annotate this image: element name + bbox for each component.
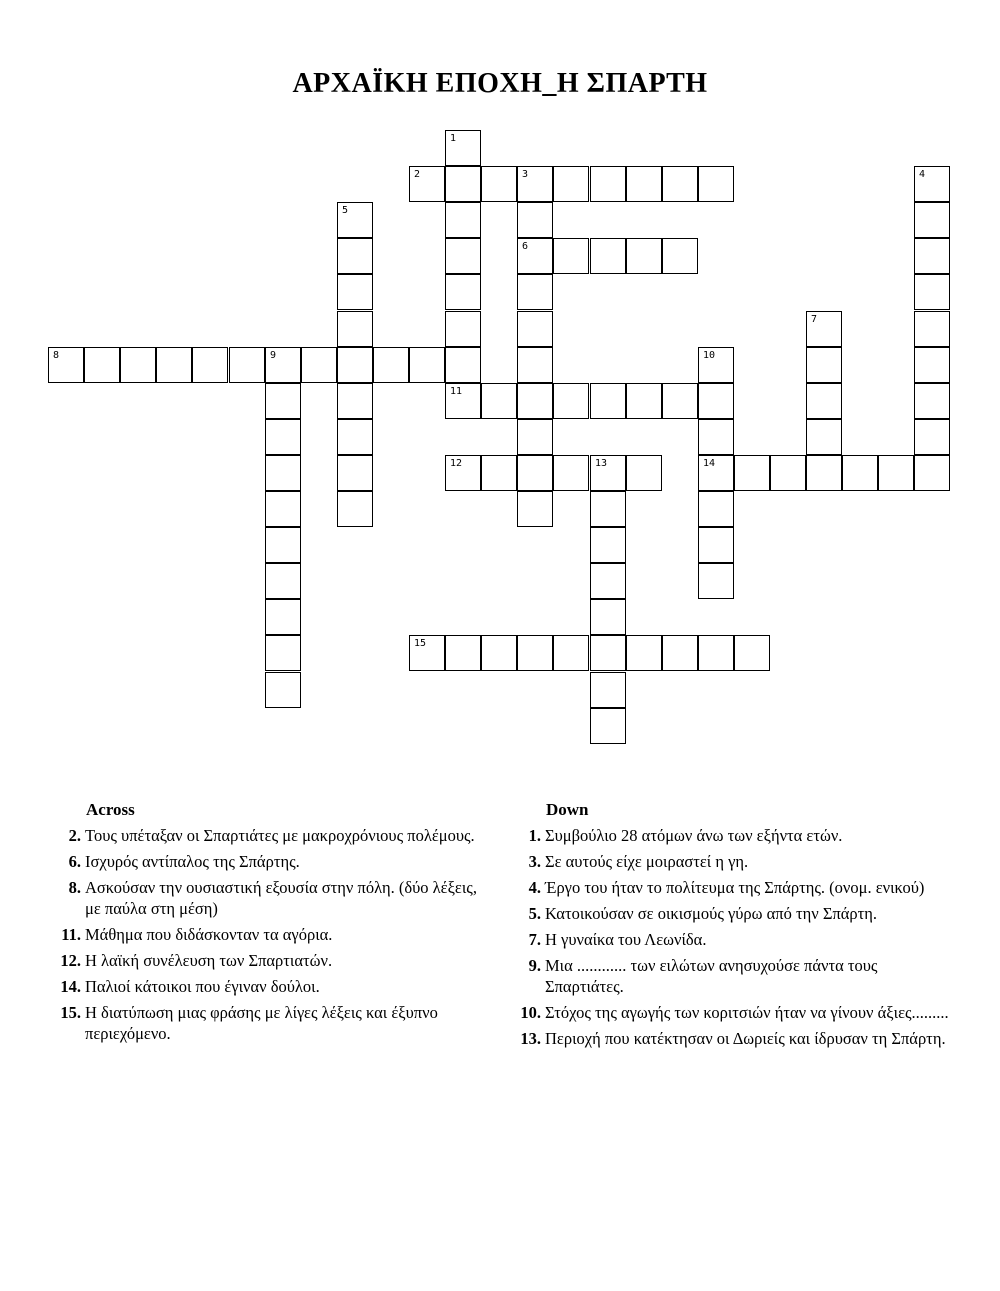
grid-cell[interactable] [481,455,517,491]
grid-cell[interactable] [337,311,373,347]
clue-down-1 [510,825,950,846]
grid-cell[interactable] [445,635,481,671]
cell-number: 9 [270,350,277,361]
clue-number: 15. [60,1003,81,1022]
clue-text: Η διατύπωση μιας φράσης με λίγες λέξεις και έξυπνο περιεχόμενο. [85,1003,438,1043]
grid-cell[interactable] [698,563,734,599]
grid-cell[interactable] [265,347,301,383]
grid-cell[interactable] [517,238,553,274]
grid-cell[interactable] [698,347,734,383]
grid-cell[interactable] [626,635,662,671]
grid-cell[interactable] [409,635,445,671]
grid-cell[interactable] [337,455,373,491]
grid-cell[interactable] [265,491,301,527]
grid-cell[interactable] [445,238,481,274]
grid-cell[interactable] [481,166,517,202]
clue-text: Έργο του ήταν το πολίτευμα της Σπάρτης. (ονομ. ενικού) [545,878,925,897]
cell-number: 8 [53,350,60,361]
grid-cell[interactable] [590,527,626,563]
grid-cell[interactable] [265,635,301,671]
clue-text: Ασκούσαν την ουσιαστική εξουσία στην πόλη. (δύο λέξεις, με παύλα στη μέση) [85,878,477,918]
cell-number: 13 [595,458,608,469]
cell-number: 15 [414,638,427,649]
grid-cell[interactable] [337,274,373,310]
grid-cell[interactable] [481,383,517,419]
grid-cell[interactable] [806,311,842,347]
grid-cell[interactable] [626,166,662,202]
grid-cell[interactable] [337,238,373,274]
clue-down-7 [510,929,950,950]
grid-cell[interactable] [914,419,950,455]
clue-down-13 [510,1028,950,1049]
grid-cell[interactable] [517,419,553,455]
grid-cell[interactable] [229,347,265,383]
grid-cell[interactable] [662,383,698,419]
cell-number: 14 [703,458,716,469]
clue-across-14 [50,976,480,997]
grid-cell[interactable] [553,238,589,274]
grid-cell[interactable] [626,238,662,274]
grid-cell[interactable] [806,347,842,383]
clue-down-9 [510,955,950,997]
clue-number: 8. [68,878,81,897]
clue-text: Συμβούλιο 28 ατόμων άνω των εξήντα ετών. [545,826,843,845]
grid-cell[interactable] [337,491,373,527]
down-clues [510,800,950,1054]
grid-cell[interactable] [806,383,842,419]
clue-down-4 [510,877,950,898]
grid-cell[interactable] [265,383,301,419]
grid-cell[interactable] [662,238,698,274]
grid-cell[interactable] [914,455,950,491]
grid-cell[interactable] [698,635,734,671]
grid-cell[interactable] [517,635,553,671]
clue-text: Ισχυρός αντίπαλος της Σπάρτης. [85,852,300,871]
grid-cell[interactable] [590,455,626,491]
clue-number: 12. [60,951,81,970]
grid-cell[interactable] [517,311,553,347]
clue-number: 5. [528,904,541,923]
grid-cell[interactable] [553,383,589,419]
grid-cell[interactable] [770,455,806,491]
clue-across-12 [50,950,480,971]
grid-cell[interactable] [734,455,770,491]
clue-across-15 [50,1002,480,1044]
clue-text: Στόχος της αγωγής των κοριτσιών ήταν να γίνουν άξιες......... [545,1003,949,1022]
clue-across-8 [50,877,480,919]
grid-cell[interactable] [698,455,734,491]
grid-cell[interactable] [517,274,553,310]
clue-text: Παλιοί κάτοικοι που έγιναν δούλοι. [85,977,320,996]
grid-cell[interactable] [914,383,950,419]
grid-cell[interactable] [842,455,878,491]
grid-cell[interactable] [626,455,662,491]
grid-cell[interactable] [445,202,481,238]
grid-cell[interactable] [192,347,228,383]
grid-cell[interactable] [914,202,950,238]
clue-number: 7. [528,930,541,949]
clue-text: Η γυναίκα του Λεωνίδα. [545,930,707,949]
clue-text: Μάθημα που διδάσκονταν τα αγόρια. [85,925,333,944]
grid-cell[interactable] [265,599,301,635]
cell-number: 7 [811,314,818,325]
grid-cell[interactable] [590,238,626,274]
across-heading: Across [86,800,135,819]
grid-cell[interactable] [517,347,553,383]
clue-down-5 [510,903,950,924]
clue-text: Μια ............ των ειλώτων ανησυχούσε πάντα τους Σπαρτιάτες. [545,956,878,996]
cell-number: 3 [522,169,529,180]
clue-number: 13. [520,1029,541,1048]
cell-number: 2 [414,169,421,180]
cell-number: 4 [919,169,926,180]
clue-number: 2. [68,826,81,845]
grid-cell[interactable] [590,708,626,744]
grid-cell[interactable] [698,166,734,202]
grid-cell[interactable] [626,383,662,419]
grid-cell[interactable] [373,347,409,383]
grid-cell[interactable] [265,455,301,491]
grid-cell[interactable] [84,347,120,383]
clue-across-6 [50,851,480,872]
grid-cell[interactable] [553,166,589,202]
clue-text: Κατοικούσαν σε οικισμούς γύρω από την Σπάρτη. [545,904,878,923]
clue-number: 1. [528,826,541,845]
grid-cell[interactable] [445,347,481,383]
grid-cell[interactable] [445,455,481,491]
grid-cell[interactable] [590,635,626,671]
grid-cell[interactable] [914,166,950,202]
grid-cell[interactable] [445,311,481,347]
clue-text: Περιοχή που κατέκτησαν οι Δωριείς και ίδρυσαν τη Σπάρτη. [545,1029,946,1048]
clue-number: 6. [68,852,81,871]
grid-cell[interactable] [914,311,950,347]
grid-cell[interactable] [590,599,626,635]
grid-cell[interactable] [337,347,373,383]
grid-cell[interactable] [914,347,950,383]
grid-cell[interactable] [662,166,698,202]
grid-cell[interactable] [914,238,950,274]
grid-cell[interactable] [590,672,626,708]
grid-cell[interactable] [914,274,950,310]
grid-cell[interactable] [590,166,626,202]
grid-cell[interactable] [517,491,553,527]
cell-number: 6 [522,241,529,252]
clue-text: Η λαϊκή συνέλευση των Σπαρτιατών. [85,951,333,970]
down-heading: Down [546,800,589,819]
grid-cell[interactable] [265,527,301,563]
grid-cell[interactable] [806,419,842,455]
clue-number: 14. [60,977,81,996]
grid-cell[interactable] [445,130,481,166]
page-title: ΑΡΧΑΪΚΗ ΕΠΟΧΗ_Η ΣΠΑΡΤΗ [292,68,708,99]
grid-cell[interactable] [156,347,192,383]
grid-cell[interactable] [409,347,445,383]
clue-down-3 [510,851,950,872]
grid-cell[interactable] [301,347,337,383]
grid-cell[interactable] [445,166,481,202]
grid-cell[interactable] [265,672,301,708]
grid-cell[interactable] [337,202,373,238]
clue-number: 9. [528,956,541,975]
grid-cell[interactable] [445,274,481,310]
grid-cell[interactable] [698,419,734,455]
grid-cell[interactable] [662,635,698,671]
cell-number: 5 [342,205,349,216]
grid-cell[interactable] [590,563,626,599]
grid-cell[interactable] [445,383,481,419]
grid-cell[interactable] [337,419,373,455]
cell-number: 1 [450,133,457,144]
cell-number: 10 [703,350,716,361]
grid-cell[interactable] [265,419,301,455]
clue-number: 11. [61,925,81,944]
grid-cell[interactable] [590,491,626,527]
clue-text: Σε αυτούς είχε μοιραστεί η γη. [545,852,749,871]
clue-down-10 [510,1002,950,1023]
grid-cell[interactable] [553,635,589,671]
grid-cell[interactable] [120,347,156,383]
clue-number: 3. [528,852,541,871]
grid-cell[interactable] [409,166,445,202]
grid-cell[interactable] [698,383,734,419]
grid-cell[interactable] [48,347,84,383]
grid-cell[interactable] [806,455,842,491]
grid-cell[interactable] [734,635,770,671]
clue-across-11 [50,924,480,945]
grid-cell[interactable] [553,455,589,491]
clue-across-2 [50,825,480,846]
grid-cell[interactable] [517,202,553,238]
clue-text: Τους υπέταξαν οι Σπαρτιάτες με μακροχρόνιους πολέμους. [85,826,475,845]
grid-cell[interactable] [337,383,373,419]
grid-cell[interactable] [698,491,734,527]
grid-cell[interactable] [517,166,553,202]
grid-cell[interactable] [590,383,626,419]
grid-cell[interactable] [878,455,914,491]
grid-cell[interactable] [517,383,553,419]
across-clues [50,800,480,1049]
grid-cell[interactable] [517,455,553,491]
grid-cell[interactable] [698,527,734,563]
grid-cell[interactable] [481,635,517,671]
cell-number: 11 [450,386,463,397]
grid-cell[interactable] [265,563,301,599]
cell-number: 12 [450,458,463,469]
clue-number: 10. [520,1003,541,1022]
clue-number: 4. [528,878,541,897]
